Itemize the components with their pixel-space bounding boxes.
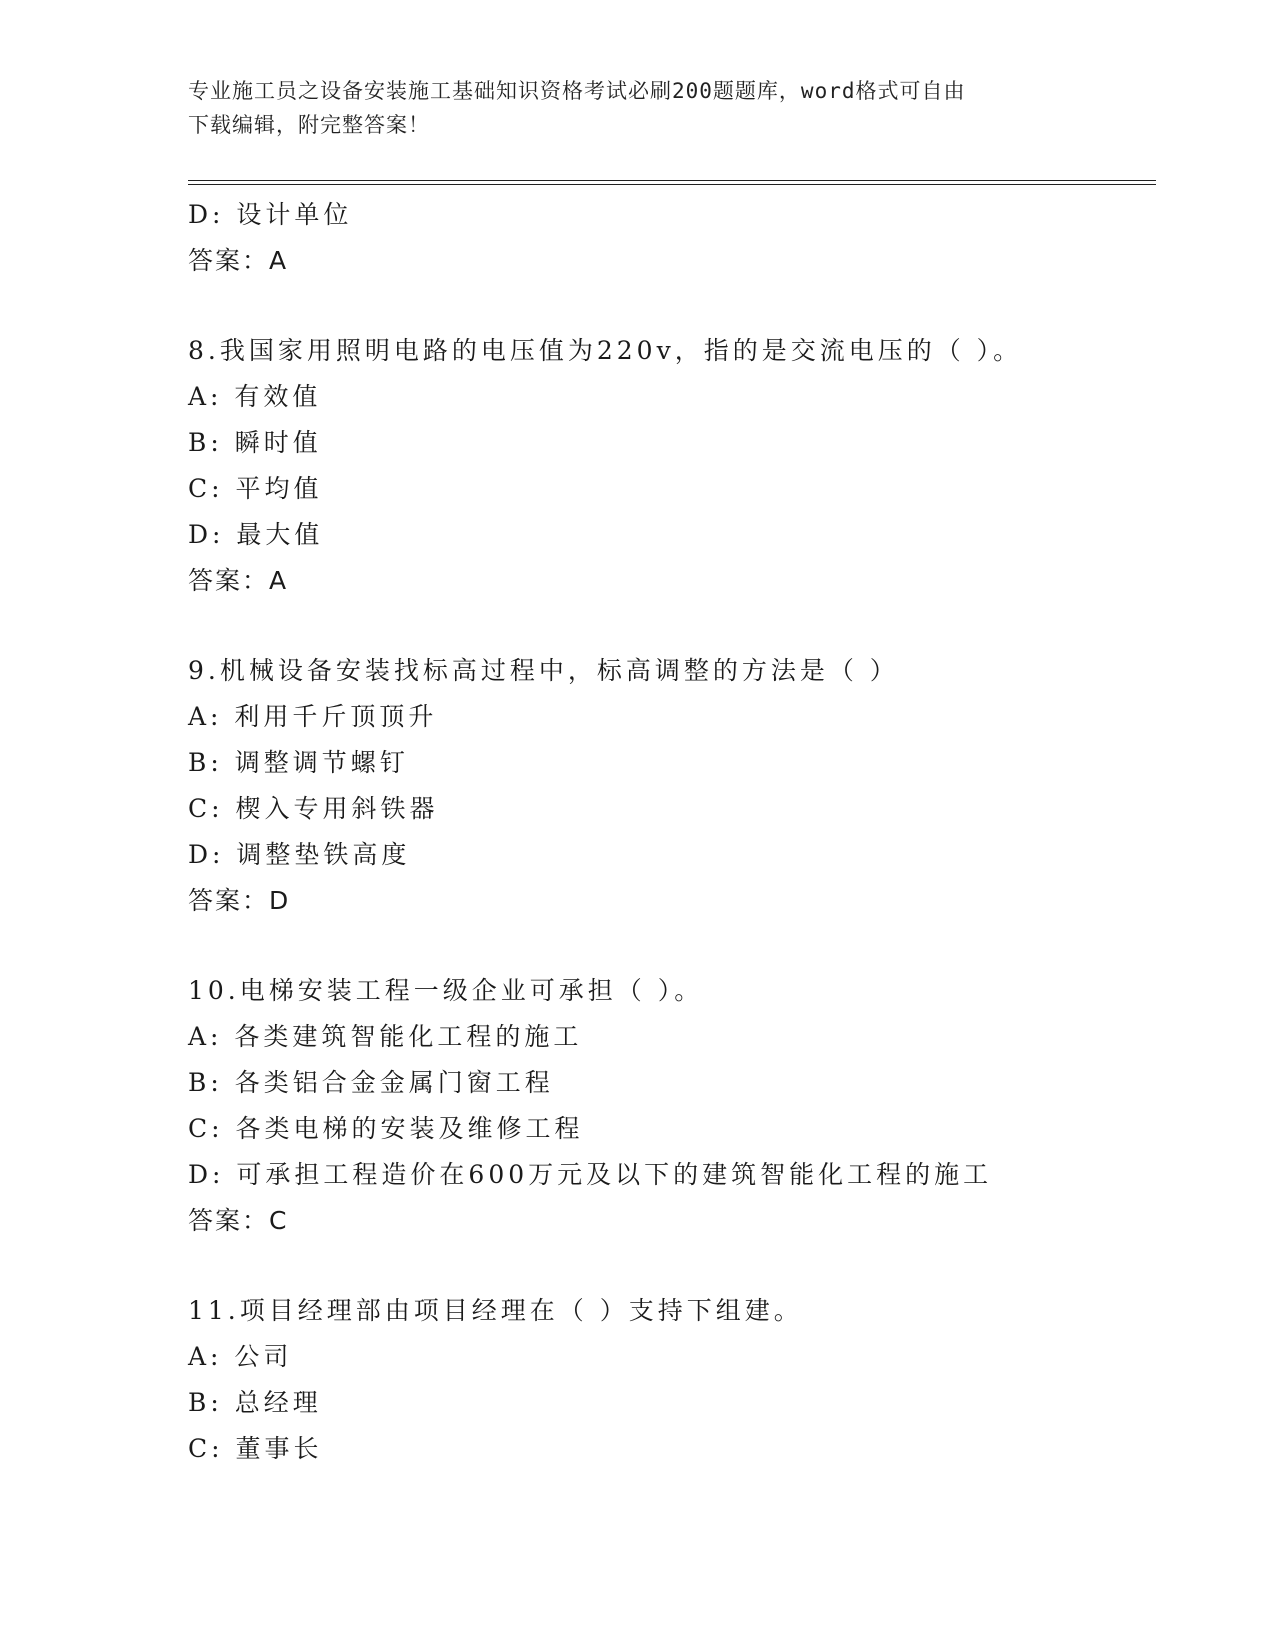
header-divider: [188, 180, 1156, 185]
header-title-line-1: 专业施工员之设备安装施工基础知识资格考试必刷200题题库，word格式可自由: [188, 79, 966, 103]
option-b: B: 各类铝合金金属门窗工程: [188, 1068, 554, 1097]
spacer: [188, 284, 1156, 328]
answer-line: 答案：A: [188, 566, 289, 595]
question-11: [188, 1288, 1156, 1472]
question-9: [188, 648, 1156, 924]
question-text: 10.电梯安装工程一级企业可承担（ ）。: [188, 976, 704, 1005]
answer-line: 答案：D: [188, 886, 291, 915]
question-text: 8.我国家用照明电路的电压值为220v，指的是交流电压的（ ）。: [188, 336, 1023, 365]
question-8: [188, 328, 1156, 604]
option-c: C: 楔入专用斜铁器: [188, 794, 439, 823]
spacer: [188, 604, 1156, 648]
option-a: A: 公司: [188, 1342, 293, 1371]
option-c: C: 平均值: [188, 474, 323, 503]
answer-line: 答案：A: [188, 246, 289, 275]
answer-line: 答案：C: [188, 1206, 289, 1235]
header-title-line-2: 下载编辑，附完整答案！: [188, 113, 430, 137]
option-d: D: 调整垫铁高度: [188, 840, 411, 869]
spacer: [188, 1244, 1156, 1288]
option-a: A: 有效值: [188, 382, 322, 411]
question-10: [188, 968, 1156, 1244]
option-c: C: 董事长: [188, 1434, 323, 1463]
option-c: C: 各类电梯的安装及维修工程: [188, 1114, 584, 1143]
option-b: B: 瞬时值: [188, 428, 322, 457]
option-d: D: 设计单位: [188, 200, 353, 229]
question-text: 11.项目经理部由项目经理在（ ）支持下组建。: [188, 1296, 803, 1325]
document-header: [188, 74, 1088, 142]
option-d: D: 最大值: [188, 520, 324, 549]
option-b: B: 调整调节螺钉: [188, 748, 409, 777]
option-d: D: 可承担工程造价在600万元及以下的建筑智能化工程的施工: [188, 1160, 993, 1189]
option-b: B: 总经理: [188, 1388, 322, 1417]
option-a: A: 各类建筑智能化工程的施工: [188, 1022, 583, 1051]
question-list: [188, 192, 1156, 1472]
question-text: 9.机械设备安装找标高过程中，标高调整的方法是（ ）: [188, 656, 899, 685]
question-7-tail: [188, 192, 1156, 284]
spacer: [188, 924, 1156, 968]
option-a: A: 利用千斤顶顶升: [188, 702, 438, 731]
